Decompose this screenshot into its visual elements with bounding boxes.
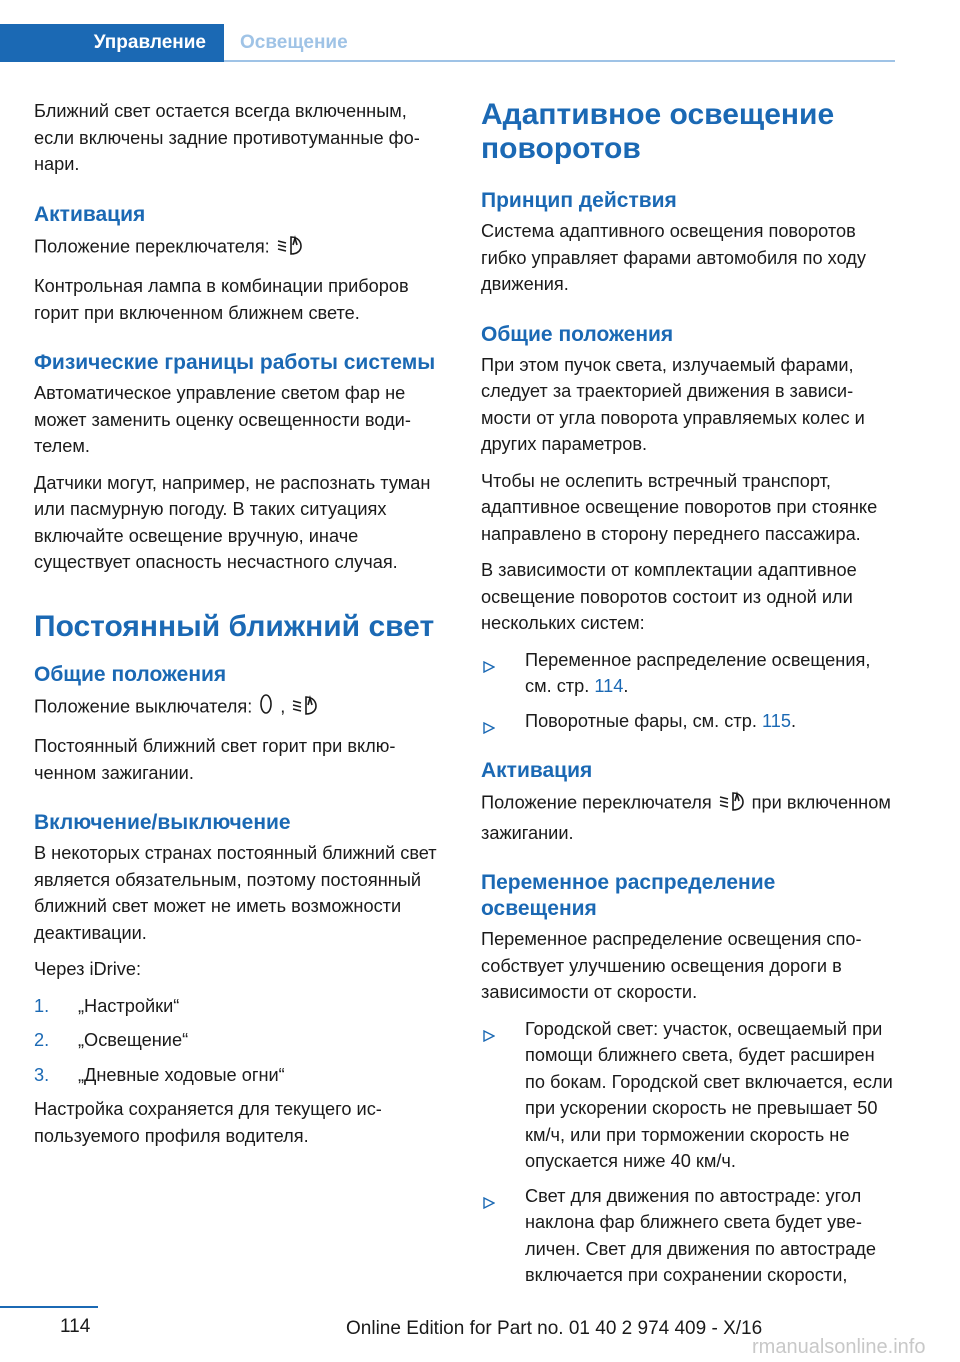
bullet-triangle-icon: [483, 1023, 495, 1050]
limits-paragraph-1: Автоматическое управление светом фар не может заменить оценку освещенности водителем.: [34, 383, 411, 456]
header-divider: [224, 60, 895, 62]
activation-right-text: Положение переключателя при включенном зажигании.: [481, 788, 895, 846]
list-item: Переменное распределение освещения, см. стр. 114.: [481, 647, 895, 700]
general-text-left: Постоянный ближний свет горит при включенном зажигании.: [34, 736, 396, 783]
general-paragraph-3: В зависимости от комплектации адаптивное освещение поворотов состоит из одной или нескольких систем:: [481, 560, 857, 633]
page-link-114[interactable]: 114: [594, 676, 624, 696]
auto-headlight-icon: [276, 232, 304, 264]
idrive-label: Через iDrive:: [34, 959, 141, 979]
bullet-triangle-icon: [483, 715, 495, 742]
page-number-rule: [0, 1306, 98, 1308]
list-item: Поворотные фары, см. стр. 115.: [481, 708, 895, 735]
page-number: 114: [60, 1316, 91, 1337]
limits-heading: Физические границы работы системы: [34, 351, 436, 374]
list-item: 3. „Дневные ходовые огни“: [34, 1064, 285, 1085]
activation-heading: Активация: [34, 202, 146, 226]
off-position-icon: [258, 692, 274, 724]
general-switch-line: Положение выключателя: ,: [34, 692, 448, 724]
variable-text: Переменное распределение освещения способствует улучшению освещения дороги в зависимости от скорости.: [481, 929, 862, 1002]
principle-heading: Принцип действия: [481, 189, 677, 212]
onoff-heading: Включение/выключение: [34, 811, 291, 834]
activation-switch-line: Положение переключателя:: [34, 232, 448, 264]
general-paragraph-2: Чтобы не ослепить встречный транспорт, адаптивное освещение поворотов при стоянке направлено в сторону переднего пассажира.: [481, 470, 878, 544]
intro-paragraph: Ближний свет остается всегда включенным, если включены задние противотуманные фонари.: [34, 101, 420, 174]
adaptive-title: Адаптивное освещение поворотов: [481, 98, 835, 165]
header-tabs: [0, 24, 895, 62]
edition-footer: Online Edition for Part no. 01 40 2 974 409 - X/16: [346, 1318, 763, 1339]
general-heading-left: Общие положения: [34, 662, 227, 686]
systems-list: [481, 647, 895, 735]
auto-headlight-icon: [718, 788, 746, 820]
bullet-triangle-icon: [483, 654, 495, 681]
general-heading-right: Общие положения: [481, 322, 674, 346]
bullet-triangle-icon: [483, 1190, 495, 1217]
limits-paragraph-2: Датчики могут, например, не распознать туман или пасмурную погоду. В таких ситуациях включайте освещение вручную, иначе существует опасность несчастного случая.: [34, 472, 431, 572]
auto-headlight-icon: [291, 692, 319, 724]
onoff-text: В некоторых странах постоянный ближний свет является обязательным, поэтому постоянный ближний свет может не иметь возможности деактивации.: [34, 843, 437, 943]
tab-subsection[interactable]: Освещение: [240, 32, 348, 53]
page-link-115[interactable]: 115: [761, 710, 791, 731]
tab-section[interactable]: [0, 24, 224, 62]
list-item: 2. „Освещение“: [34, 1030, 189, 1050]
tab-section-label: Управление: [93, 32, 206, 53]
list-item: Свет для движения по автостраде: угол наклона фар ближнего света будет увеличен. Свет для движения по автостраде включается при сохранении скорости,: [481, 1183, 895, 1289]
principle-text: Система адаптивного освещения поворотов гибко управляет фарами автомобиля по ходу движения.: [481, 221, 866, 294]
daytime-lights-title: Постоянный ближний свет: [34, 609, 435, 643]
variable-list: [481, 1016, 895, 1289]
general-paragraph-1: При этом пучок света, излучаемый фарами, следует за траекторией движения в зависимости от угла поворота управляемых колес и других параметров.: [481, 354, 865, 454]
left-column: [34, 98, 448, 1159]
right-column: [481, 98, 895, 1297]
saved-text: Настройка сохраняется для текущего используемого профиля водителя.: [34, 1099, 382, 1146]
list-item: 1. „Настройки“: [34, 995, 180, 1016]
list-item: Городской свет: участок, освещаемый при помощи ближнего света, будет расширен по бокам. Городской свет включается, если при ускорении скорость не превышает 50 км/ч, или при торможении скорость не опускается ниже 40 км/ч.: [481, 1016, 895, 1175]
activation-heading-right: Активация: [481, 759, 593, 782]
watermark: rmanualsonline.info: [752, 1336, 926, 1358]
variable-heading: Переменное распределение освещения: [481, 871, 776, 920]
idrive-steps: [34, 993, 448, 1089]
activation-text: Контрольная лампа в комбинации приборов горит при включенном ближнем свете.: [34, 276, 409, 323]
